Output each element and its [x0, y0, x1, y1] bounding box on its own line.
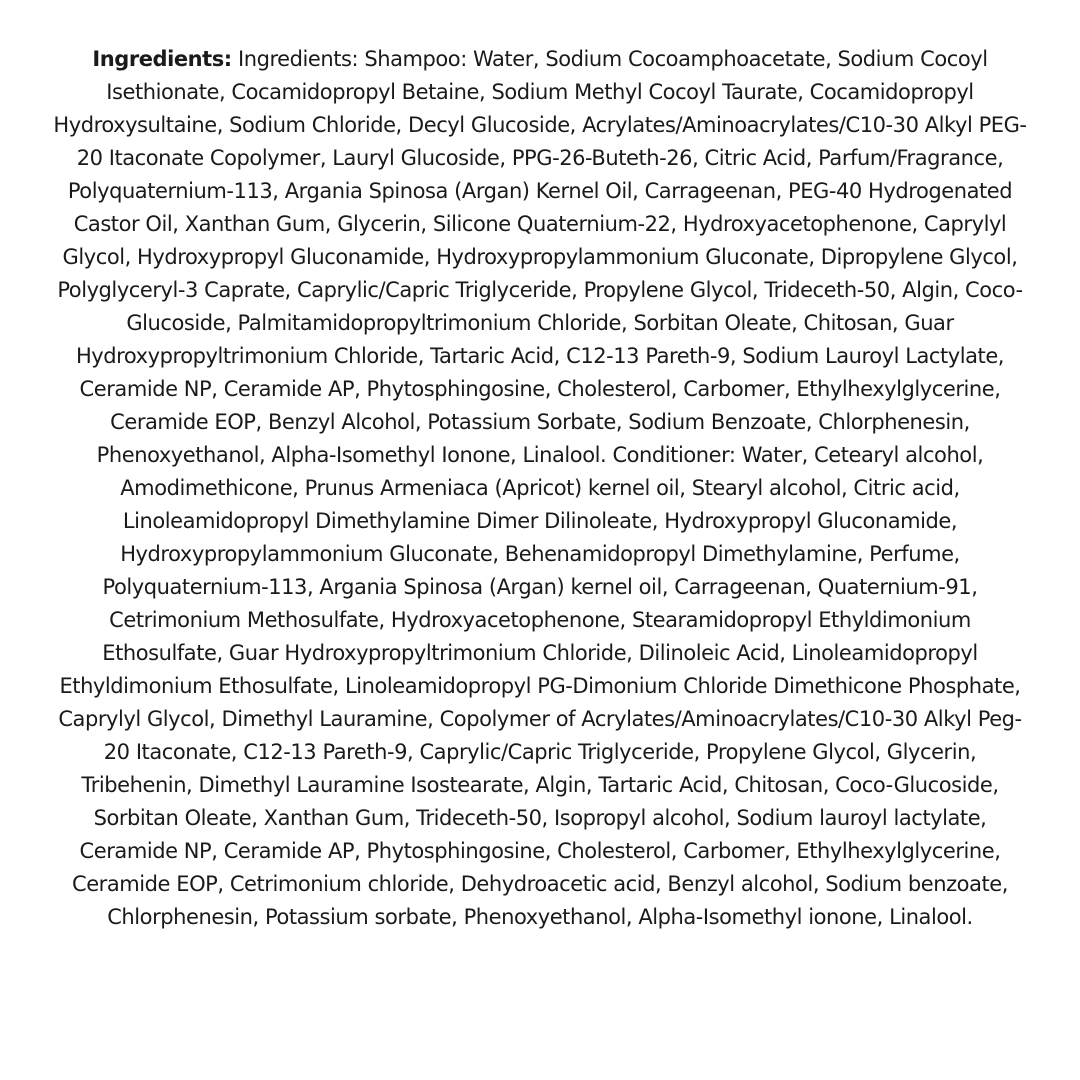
ingredients-text: Ingredients: Shampoo: Water, Sodium Cocoamphoacetate, Sodium Cocoyl Isethionate, Cocamidopropyl Betaine, Sodium Methyl Cocoyl Taurate, Cocamidopropyl Hydroxysultaine, Sodium Chloride, Decyl Glucoside, Acrylates/Aminoacrylates/C10-30 Alkyl PEG-20 Itaconate Copolymer, Lauryl Glucoside, PPG-26-Buteth-26, Citric Acid, Parfum/Fragrance, Polyquaternium-113, Argania Spinosa (Argan) Kernel Oil, Carrageenan, PEG-40 Hydrogenated Castor Oil, Xanthan Gum, Glycerin, Silicone Quaternium-22, Hydroxyacetophenone, Caprylyl Glycol, Hydroxypropyl Gluconamide, Hydroxypropylammonium Gluconate, Dipropylene Glycol, Polyglyceryl-3 Caprate, Caprylic/Capric Triglyceride, Propylene Glycol, Trideceth-50, Algin, Coco-Glucoside, Palmitamidopropyltrimonium Chloride, Sorbitan Oleate, Chitosan, Guar Hydroxypropyltrimonium Chloride, Tartaric Acid, C12-13 Pareth-9, Sodium Lauroyl Lactylate, Ceramide NP, Ceramide AP, Phytosphingosine, Cholesterol, Carbomer, Ethylhexylglycerine, Ceramide EOP, Benzyl Alcohol, Potassium Sorbate, Sodium Benzoate, Chlorphenesin, Phenoxyethanol, Alpha-Isomethyl Ionone, Linalool. Conditioner: Water, Cetearyl alcohol, Amodimethicone, Prunus Armeniaca (Apricot) kernel oil, Stearyl alcohol, Citric acid, Linoleamidopropyl Dimethylamine Dimer Dilinoleate, Hydroxypropyl Gluconamide, Hydroxypropylammonium Gluconate, Behenamidopropyl Dimethylamine, Perfume, Polyquaternium-113, Argania Spinosa (Argan) kernel oil, Carrageenan, Quaternium-91, Cetrimonium Methosulfate, Hydroxyacetophenone, Stearamidopropyl Ethyldimonium Ethosulfate, Guar Hydroxypropyltrimonium Chloride, Dilinoleic Acid, Linoleamidopropyl Ethyldimonium Ethosulfate, Linoleamidopropyl PG-Dimonium Chloride Dimethicone Phosphate, Caprylyl Glycol, Dimethyl Lauramine, Copolymer of Acrylates/Aminoacrylates/C10-30 Alkyl Peg-20 Itaconate, C12-13 Pareth-9, Caprylic/Capric Triglyceride, Propylene Glycol, Glycerin, Tribehenin, Dimethyl Lauramine Isostearate, Algin, Tartaric Acid, Chitosan, Coco-Glucoside, Sorbitan Oleate, Xanthan Gum, Trideceth-50, Isopropyl alcohol, Sodium lauroyl lactylate, Ceramide NP, Ceramide AP, Phytosphingosine, Cholesterol, Carbomer, Ethylhexylglycerine, Ceramide EOP, Cetrimonium chloride, Dehydroacetic acid, Benzyl alcohol, Sodium benzoate, Chlorphenesin, Potassium sorbate, Phenoxyethanol, Alpha-Isomethyl ionone, Linalool.: [53, 47, 1027, 929]
ingredients-paragraph: [50, 43, 1030, 934]
ingredients-label: Ingredients:: [92, 47, 232, 71]
